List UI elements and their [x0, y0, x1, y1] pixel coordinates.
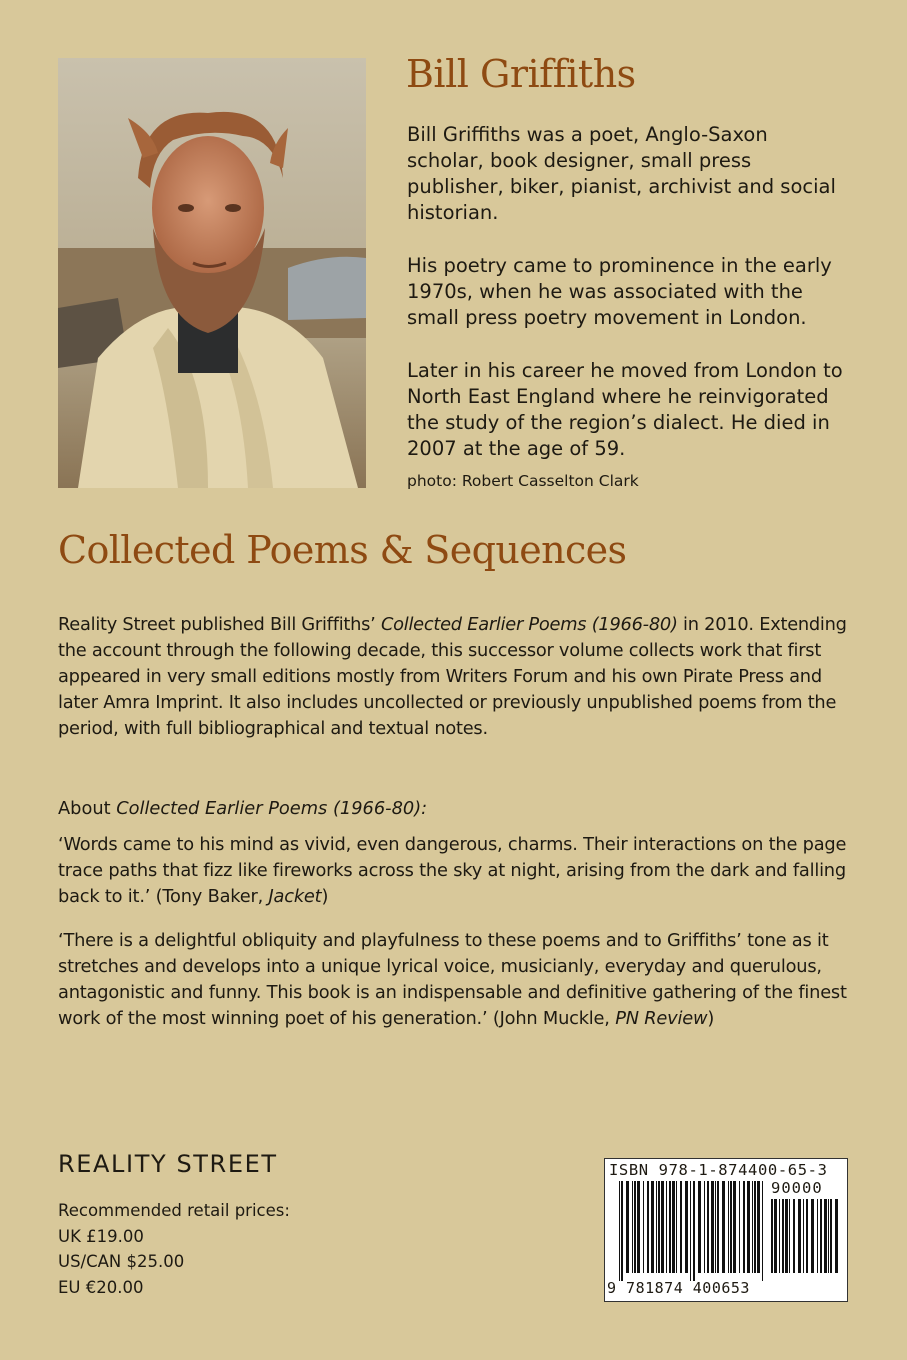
book-description	[58, 612, 858, 742]
barcode-bar	[779, 1199, 780, 1273]
barcode-bar	[626, 1181, 629, 1273]
about-heading	[58, 796, 858, 822]
description-text-end: in 2010. Extending the account through the following decade, this successor volume collects work that first appeared in very small editions mostly from Writers Forum and his own Pirate Press and later Amra Imprint. It also includes uncollected or previously unpublished poems from the period, with full bibliographical and textual notes.	[58, 614, 847, 739]
description-text-start: Reality Street published Bill Griffiths’	[58, 614, 381, 635]
barcode-bar	[643, 1181, 644, 1273]
isbn-barcode	[604, 1158, 848, 1302]
barcode-bar	[754, 1181, 756, 1273]
barcode-bar	[730, 1181, 732, 1273]
quote-1-text: ‘Words came to his mind as vivid, even dangerous, charms. Their interactions on the page trace paths that fizz like fireworks across the sky at night, arising from the dark and falling back to it.’ (Tony Baker,	[58, 834, 847, 907]
price-eu: EU €20.00	[58, 1277, 144, 1297]
barcode-bar	[698, 1181, 701, 1273]
barcode-bar	[752, 1181, 753, 1273]
bio-paragraph-1: Bill Griffiths was a poet, Anglo-Saxon scholar, book designer, small press publisher, biker, pianist, archivist and social historian.	[407, 123, 836, 224]
barcode-bars	[619, 1181, 765, 1281]
barcode-bar	[711, 1181, 714, 1273]
barcode-bar	[672, 1181, 675, 1273]
barcode-bar	[733, 1181, 736, 1273]
bio-paragraph-3: Later in his career he moved from London to North East England where he reinvigorated the study of the region’s dialect. He died in 2007 at the age of 59.	[407, 359, 843, 460]
barcode-bar	[739, 1181, 740, 1273]
author-name: Bill Griffiths	[406, 52, 636, 96]
barcode-bar	[728, 1181, 729, 1273]
photo-credit: photo: Robert Casselton Clark	[407, 472, 639, 490]
barcode-bar	[774, 1199, 777, 1273]
barcode-bar	[666, 1181, 667, 1273]
quote-1-close: )	[321, 886, 329, 907]
barcode-bar	[676, 1181, 677, 1273]
quote-1-source: Jacket	[268, 886, 322, 907]
author-bio	[407, 122, 847, 489]
barcode-bar	[658, 1181, 660, 1273]
barcode-ean-digits: 9 781874 400653	[607, 1279, 750, 1297]
barcode-bar	[707, 1181, 709, 1273]
isbn-text: ISBN 978-1-874400-65-3	[609, 1161, 828, 1179]
barcode-bar	[811, 1199, 814, 1273]
barcode-bar	[704, 1181, 705, 1273]
barcode-bar	[757, 1181, 760, 1273]
barcode-bar	[690, 1181, 691, 1281]
barcode-bar	[762, 1181, 763, 1281]
barcode-bar	[715, 1181, 716, 1273]
publisher-name: REALITY STREET	[58, 1150, 278, 1178]
barcode-bar	[803, 1199, 804, 1273]
barcode-bar	[717, 1181, 719, 1273]
barcode-bar	[632, 1181, 633, 1273]
barcode-bar	[743, 1181, 745, 1273]
barcode-bar	[621, 1181, 623, 1281]
review-quote-1	[58, 832, 858, 910]
barcode-bar	[647, 1181, 649, 1273]
barcode-bar	[820, 1199, 822, 1273]
barcode-bar	[619, 1181, 620, 1281]
review-quote-2	[58, 928, 858, 1032]
quote-2-text: ‘There is a delightful obliquity and playfulness to these poems and to Griffiths’ tone as it stretches and develops into a unique lyrical voice, musicianly, everyday and querulous, antagonistic and funny. This book is an indispensable and definitive gathering of the finest work of the most winning poet of his generation.’ (John Muckle,	[58, 930, 847, 1029]
barcode-bar	[747, 1181, 750, 1273]
barcode-bar	[782, 1199, 784, 1273]
barcode-bar	[830, 1199, 832, 1273]
barcode-bar	[828, 1199, 829, 1273]
price-us-can: US/CAN $25.00	[58, 1252, 185, 1271]
quote-2-source: PN Review	[615, 1008, 708, 1029]
barcode-bar	[680, 1181, 682, 1273]
author-photo	[58, 58, 366, 488]
barcode-bar	[824, 1199, 827, 1273]
barcode-bar	[771, 1199, 773, 1273]
barcode-addon-bars	[771, 1199, 841, 1281]
barcode-addon-digits: 90000	[771, 1179, 823, 1197]
barcode-bar	[661, 1181, 664, 1273]
barcode-bar	[669, 1181, 671, 1273]
barcode-bar	[634, 1181, 636, 1273]
about-label: About	[58, 798, 117, 819]
price-uk: UK £19.00	[58, 1226, 144, 1246]
description-italic-title: Collected Earlier Poems (1966-80)	[380, 614, 678, 635]
barcode-bar	[785, 1199, 788, 1273]
bio-paragraph-2: His poetry came to prominence in the early 1970s, when he was associated with the small press poetry movement in London.	[407, 254, 832, 329]
barcode-bar	[806, 1199, 808, 1273]
barcode-bar	[693, 1181, 695, 1281]
quote-2-close: )	[707, 1008, 715, 1029]
about-italic-title: Collected Earlier Poems (1966-80):	[116, 798, 428, 819]
barcode-bar	[798, 1199, 801, 1273]
book-title: Collected Poems & Sequences	[58, 528, 627, 572]
barcode-bar	[817, 1199, 818, 1273]
author-portrait-illustration	[58, 58, 366, 488]
retail-prices	[58, 1198, 290, 1300]
barcode-bar	[656, 1181, 657, 1273]
barcode-bar	[835, 1199, 838, 1273]
barcode-bar	[722, 1181, 725, 1273]
prices-label: Recommended retail prices:	[58, 1201, 290, 1220]
barcode-bar	[685, 1181, 688, 1273]
barcode-bar	[637, 1181, 640, 1273]
barcode-bar	[651, 1181, 654, 1273]
barcode-bar	[793, 1199, 795, 1273]
barcode-bar	[789, 1199, 790, 1273]
